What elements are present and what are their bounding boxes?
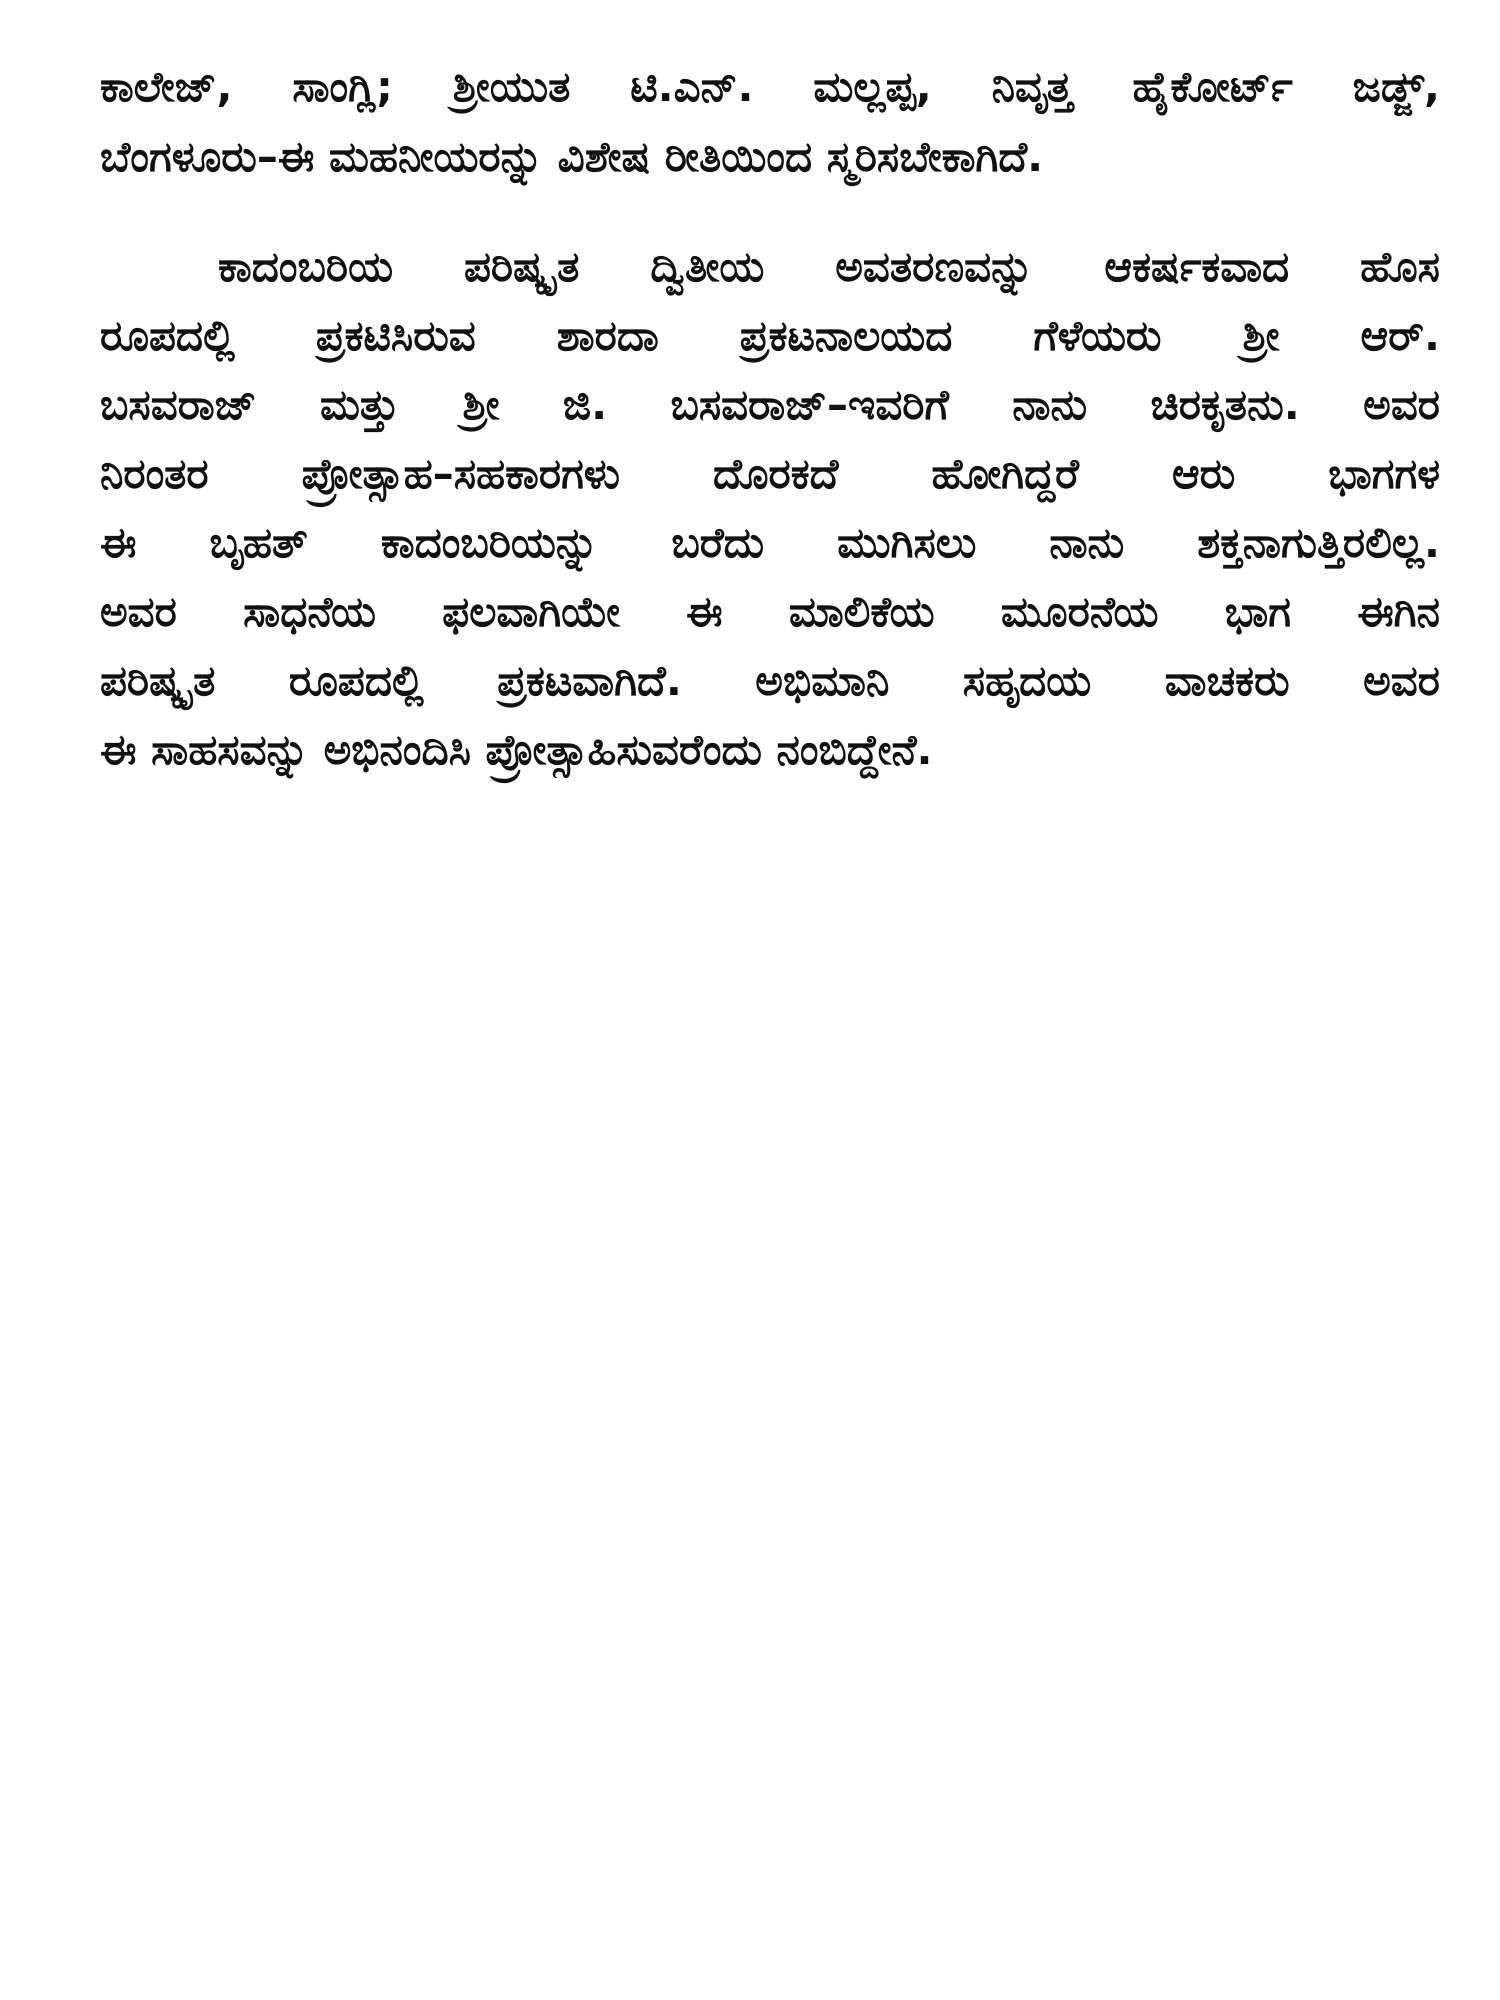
text-line: ಈ ಬೃಹತ್ ಕಾದಂಬರಿಯನ್ನು ಬರೆದು ಮುಗಿಸಲು ನಾನು ಶಕ್ತನಾಗುತ್ತಿರಲಿಲ್ಲ. (100, 518, 1440, 567)
text-line: ಈ ಸಾಹಸವನ್ನು ಅಭಿನಂದಿಸಿ ಪ್ರೋತ್ಸಾಹಿಸುವರೆಂದು ನಂಬಿದ್ದೇನೆ. (100, 725, 933, 774)
text-line: ಬಸವರಾಜ್ ಮತ್ತು ಶ್ರೀ ಜಿ. ಬಸವರಾಜ್–ಇವರಿಗೆ ನಾನು ಚಿರಕೃತನು. ಅವರ (100, 380, 1440, 429)
text-line: ಬೆಂಗಳೂರು–ಈ ಮಹನೀಯರನ್ನು ವಿಶೇಷ ರೀತಿಯಿಂದ ಸ್ಮರಿಸಬೇಕಾಗಿದೆ. (100, 132, 1044, 181)
body-text (100, 52, 1440, 784)
paragraph-2 (100, 232, 1440, 784)
text-line: ಕಾಲೇಜ್, ಸಾಂಗ್ಲಿ; ಶ್ರೀಯುತ ಟಿ.ಎನ್. ಮಲ್ಲಪ್ಪ, ನಿವೃತ್ತ ಹೈಕೋರ್ಟ್ ಜಡ್ಜ್, (100, 62, 1440, 111)
text-line: ಕಾದಂಬರಿಯ ಪರಿಷ್ಕೃತ ದ್ವಿತೀಯ ಅವತರಣವನ್ನು ಆಕರ್ಷಕವಾದ ಹೊಸ (218, 242, 1440, 291)
text-line: ರೂಪದಲ್ಲಿ ಪ್ರಕಟಿಸಿರುವ ಶಾರದಾ ಪ್ರಕಟನಾಲಯದ ಗೆಳೆಯರು ಶ್ರೀ ಆರ್. (100, 311, 1440, 360)
text-line: ನಿರಂತರ ಪ್ರೋತ್ಸಾಹ–ಸಹಕಾರಗಳು ದೊರಕದೆ ಹೋಗಿದ್ದರೆ ಆರು ಭಾಗಗಳ (100, 449, 1440, 498)
text-line: ಪರಿಷ್ಕೃತ ರೂಪದಲ್ಲಿ ಪ್ರಕಟವಾಗಿದೆ. ಅಭಿಮಾನಿ ಸಹೃದಯ ವಾಚಕರು ಅವರ (100, 656, 1440, 705)
text-line: ಅವರ ಸಾಧನೆಯ ಫಲವಾಗಿಯೇ ಈ ಮಾಲಿಕೆಯ ಮೂರನೆಯ ಭಾಗ ಈಗಿನ (100, 587, 1440, 636)
paragraph-1 (100, 52, 1440, 192)
